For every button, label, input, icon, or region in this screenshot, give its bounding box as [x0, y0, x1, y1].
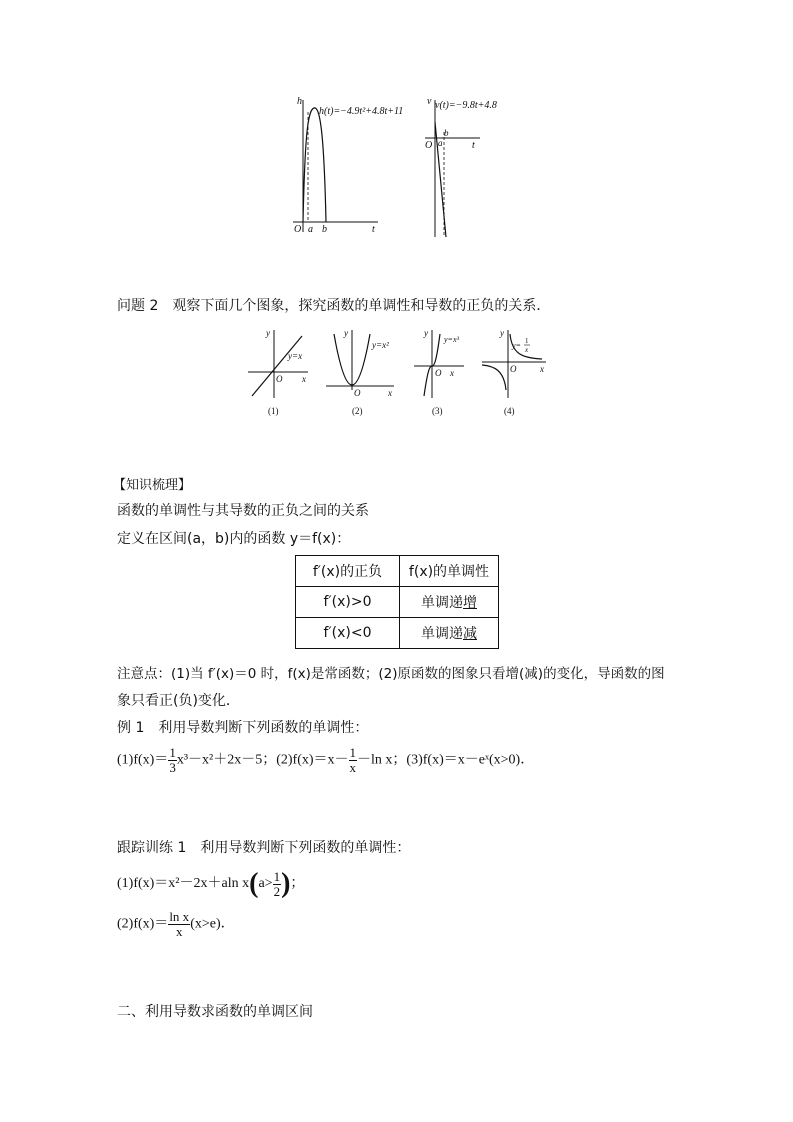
graph-square	[322, 326, 400, 418]
t-axis-label-2: t	[472, 140, 475, 151]
note-line-2: 象只看正(负)变化．	[117, 693, 240, 709]
practice-1-q1: (1)f(x)＝x²－2x＋aln x(a> $\frac{1}{2}$ )；	[117, 868, 305, 899]
fraction-lnx-over-x: $\frac{\text{ln x}}{x}$	[169, 909, 190, 939]
problem-2-text: 观察下面几个图象，探究函数的单调性和导数的正负的关系．	[172, 298, 551, 314]
t-axis-label: t	[372, 224, 375, 235]
curve-label-y: y=	[512, 341, 521, 350]
velocity-function-label: v(t)=−9.8t+4.8	[435, 100, 497, 111]
monotonicity-table	[295, 555, 499, 649]
table-cell-sign: f′(x)<0	[296, 618, 400, 649]
graph-cube	[410, 326, 476, 418]
curve-label: y=x²	[372, 340, 389, 350]
curve-label-den: x	[525, 346, 529, 354]
table-row	[296, 618, 499, 649]
height-function-label: h(t)=−4.9t²+4.8t+11	[319, 106, 404, 117]
b-label: b	[322, 224, 327, 235]
x-axis: x	[450, 368, 454, 378]
practice-1-q2: (2)f(x)＝ $\frac{\text{ln x}}{x}$ (x>e)．	[117, 909, 235, 939]
origin: O	[354, 388, 361, 398]
graph-linear	[244, 326, 314, 418]
curve-label: y=x	[288, 351, 303, 361]
b-label-2: b	[444, 128, 449, 138]
fraction-one-half: $\frac{1}{2}$	[273, 868, 281, 899]
origin: O	[435, 368, 442, 378]
table-header: f(x)的单调性	[400, 556, 499, 587]
knowledge-line-2: 定义在区间(a，b)内的函数 y＝f(x)：	[117, 531, 351, 547]
origin: O	[510, 364, 517, 374]
origin: O	[276, 374, 283, 384]
x-axis: x	[302, 374, 306, 384]
note-line-1: 注意点：(1)当 f′(x)＝0 时，f(x)是常函数；(2)原函数的图象只看增(减)的变化，导函数的图	[117, 666, 665, 682]
table-cell-sign: f′(x)>0	[296, 587, 400, 618]
knowledge-line-1: 函数的单调性与其导数的正负之间的关系	[117, 503, 369, 519]
problem-2-label: 问题 2	[117, 298, 159, 314]
a-label: a	[308, 224, 313, 235]
origin-label-2: O	[425, 140, 433, 151]
origin-label: O	[294, 224, 302, 235]
knowledge-heading: 【知识梳理】	[113, 478, 192, 493]
fraction-one-third: $\frac{1}{3}$	[169, 745, 176, 775]
graph-caption: (2)	[352, 406, 363, 416]
graph-caption: (4)	[504, 406, 515, 416]
example-1-problems: (1)f(x)＝ $\frac{1}{3}$ x³－x²＋2x－5；(2)f(x)＝x－ $\frac{1}{x}$ －ln x；(3)f(x)＝x－eˣ(x>0)．	[117, 745, 535, 775]
y-axis: y	[344, 328, 348, 338]
x-axis: x	[540, 364, 544, 374]
table-cell-mono: 单调递减	[400, 618, 499, 649]
example-1-title: 例 1 利用导数判断下列函数的单调性：	[117, 720, 369, 736]
table-row	[296, 587, 499, 618]
graph-caption: (3)	[432, 406, 443, 416]
fraction-one-over-x: $\frac{1}{x}$	[349, 745, 357, 775]
v-axis-label: v	[427, 96, 432, 107]
curve-label-num: 1	[525, 337, 529, 345]
blank-answer: 减	[463, 626, 477, 642]
graph-reciprocal	[478, 326, 550, 418]
table-cell-mono: 单调递增	[400, 587, 499, 618]
y-axis: y	[266, 328, 270, 338]
section-2-title: 二、利用导数求函数的单调区间	[117, 1004, 313, 1020]
h-axis-label: h	[297, 96, 302, 107]
curve-label: y=x³	[444, 335, 459, 344]
y-axis: y	[500, 328, 504, 338]
table-header: f′(x)的正负	[296, 556, 400, 587]
problem-2	[117, 296, 550, 316]
graph-caption: (1)	[268, 406, 279, 416]
y-axis: y	[424, 328, 428, 338]
velocity-time-graph	[420, 92, 490, 242]
x-axis: x	[388, 388, 392, 398]
practice-1-title: 跟踪训练 1 利用导数判断下列函数的单调性：	[117, 840, 411, 856]
a-label-2: a	[438, 138, 443, 148]
table-header-row	[296, 556, 499, 587]
blank-answer: 增	[463, 595, 477, 611]
